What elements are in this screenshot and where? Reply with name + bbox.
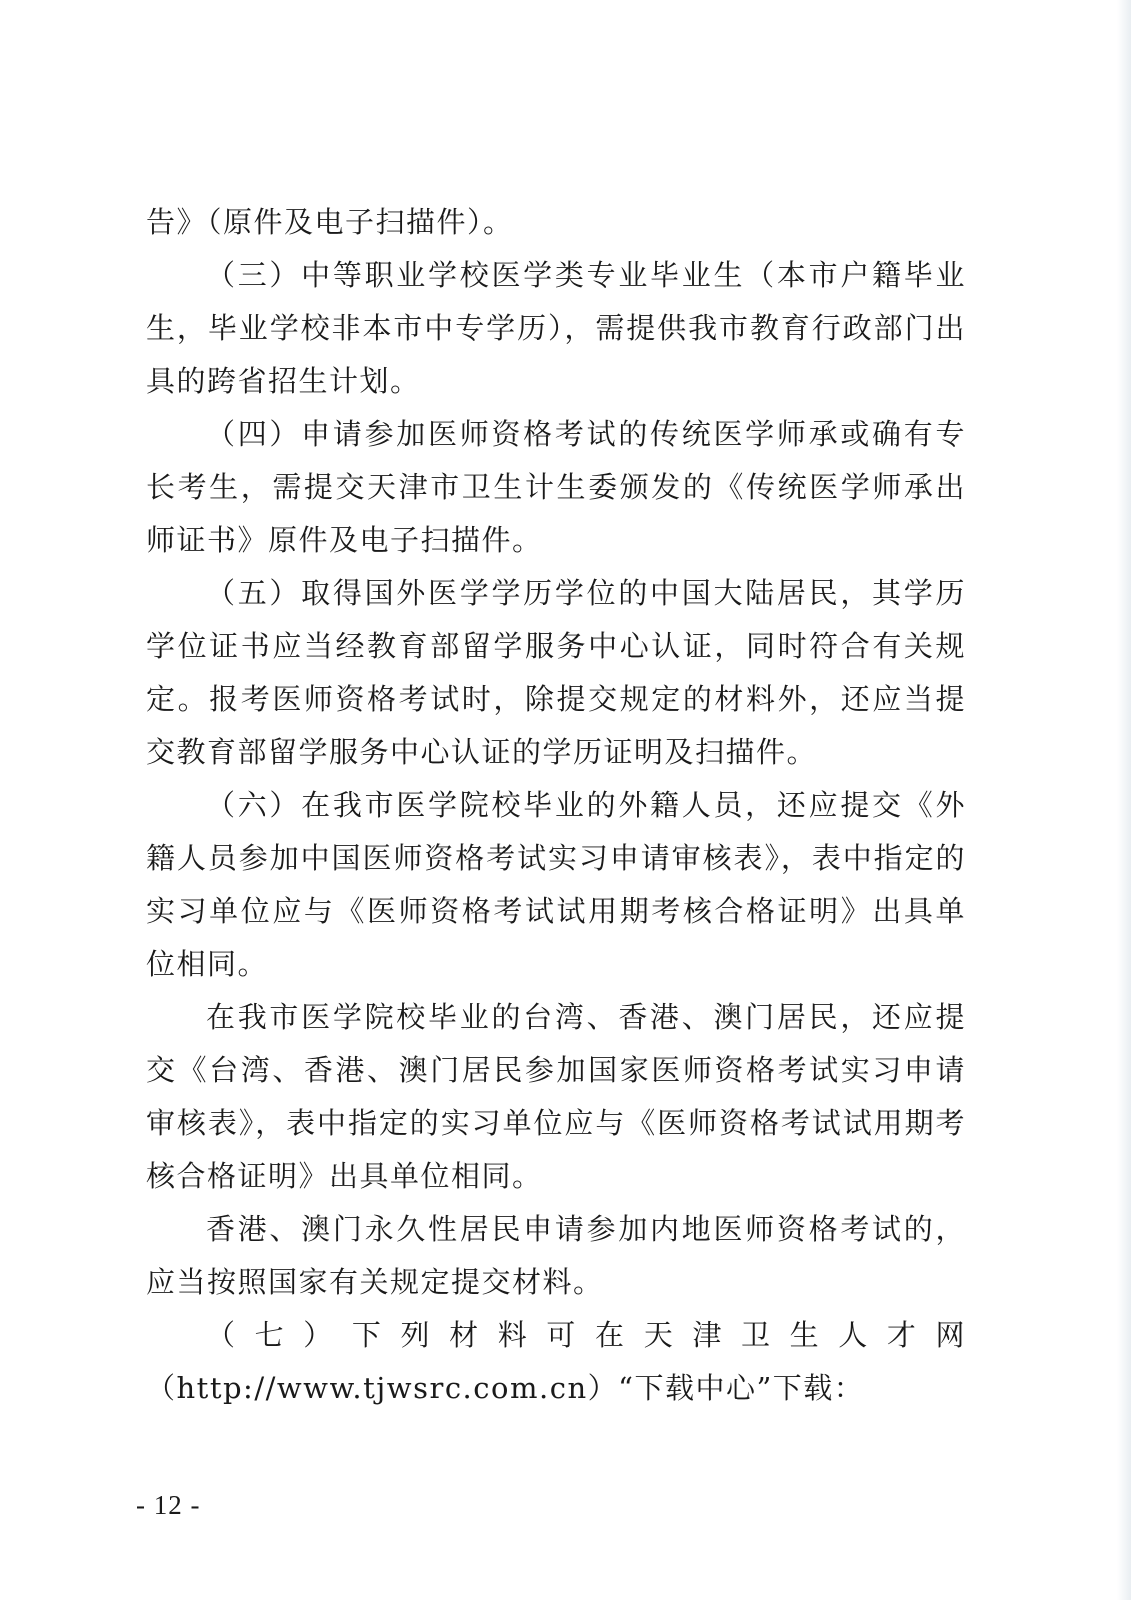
page-number: - 12 - [136, 1490, 201, 1520]
document-body [146, 196, 966, 1415]
paragraph-item-6: （六）在我市医学院校毕业的外籍人员，还应提交《外籍人员参加中国医师资格考试实习申请审核表》，表中指定的实习单位应与《医师资格考试试用期考核合格证明》出具单位相同。 [146, 788, 966, 981]
paragraph-item-6-taiwan-hk-macau: 在我市医学院校毕业的台湾、香港、澳门居民，还应提交《台湾、香港、澳门居民参加国家医师资格考试实习申请审核表》，表中指定的实习单位应与《医师资格考试试用期考核合格证明》出具单位相同。 [146, 1000, 966, 1193]
paragraph-item-7-line1: （七）下列材料可在天津卫生人才网 [206, 1318, 966, 1352]
paragraph-continuation: 告》（原件及电子扫描件）。 [146, 205, 514, 239]
paragraph-item-3: （三）中等职业学校医学类专业毕业生（本市户籍毕业生，毕业学校非本市中专学历），需提供我市教育行政部门出具的跨省招生计划。 [146, 258, 966, 398]
paragraph-item-5: （五）取得国外医学学历学位的中国大陆居民，其学历学位证书应当经教育部留学服务中心认证，同时符合有关规定。报考医师资格考试时，除提交规定的材料外，还应当提交教育部留学服务中心认证的学历证明及扫描件。 [146, 576, 966, 769]
paragraph-item-6-permanent-residents: 香港、澳门永久性居民申请参加内地医师资格考试的，应当按照国家有关规定提交材料。 [146, 1212, 966, 1299]
paragraph-item-4: （四）申请参加医师资格考试的传统医学师承或确有专长考生，需提交天津市卫生计生委颁发的《传统医学师承出师证书》原件及电子扫描件。 [146, 417, 966, 557]
paragraph-item-7-line2: （http://www.tjwsrc.com.cn）“下载中心”下载： [146, 1371, 865, 1405]
scan-edge [1117, 0, 1131, 1600]
